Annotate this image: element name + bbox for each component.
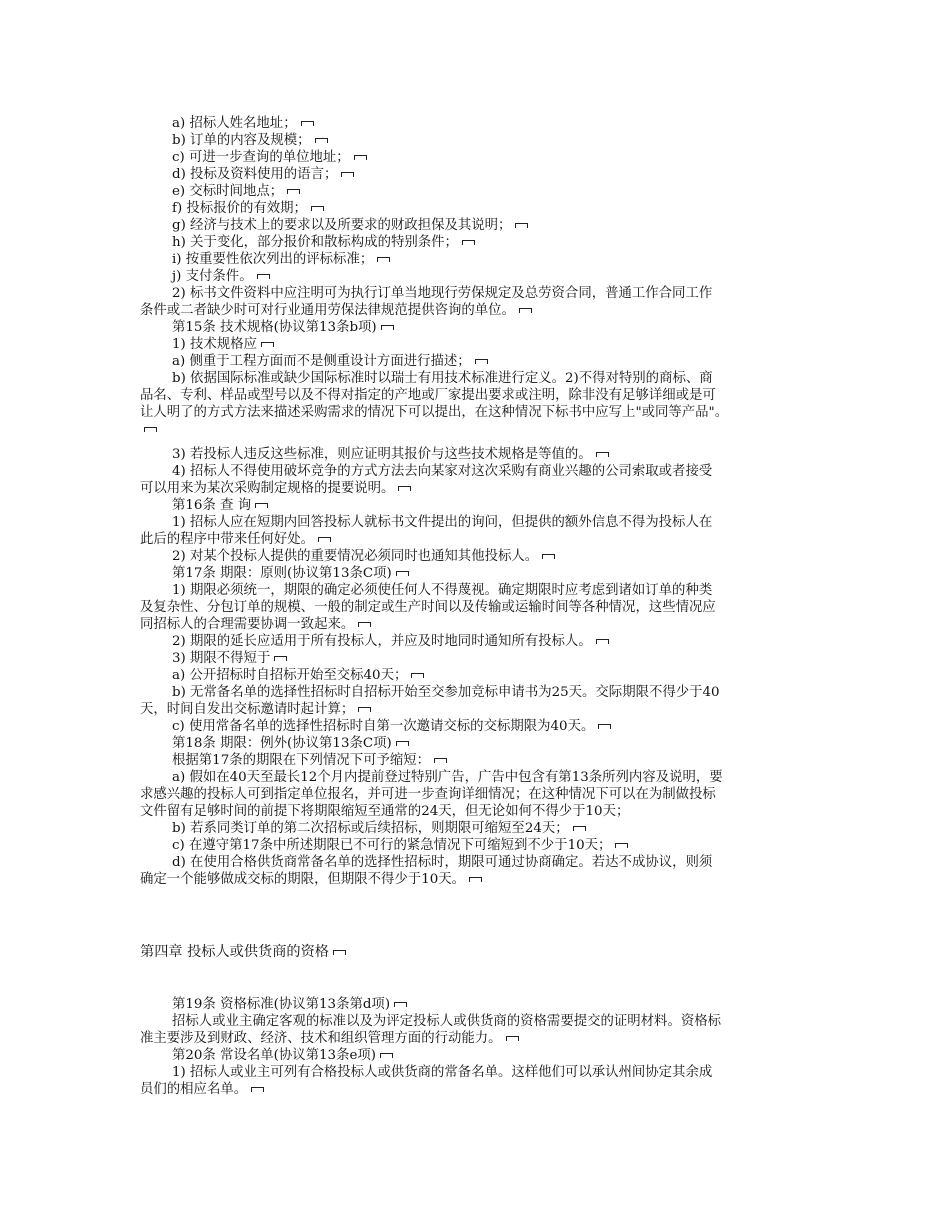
line-text: 第15条 技术规格(协议第13条b项) [172, 320, 377, 335]
text-line [172, 353, 822, 370]
text-line [172, 565, 822, 582]
line-text: 第四章 投标人或供货商的资格 [140, 944, 329, 960]
paragraph-mark-icon [515, 223, 528, 228]
text-line [172, 234, 822, 251]
paragraph-mark-icon [506, 1036, 519, 1041]
text-line [172, 370, 822, 387]
text-line [140, 531, 820, 548]
line-text: 根据第17条的期限在下列情况下可予缩短： [172, 753, 431, 768]
text-line [172, 132, 822, 149]
paragraph-mark-icon [144, 427, 157, 432]
paragraph-mark-icon [341, 172, 354, 177]
paragraph-mark-icon [475, 359, 488, 364]
text-line [172, 251, 822, 268]
chapter-heading [140, 944, 820, 961]
paragraph-mark-icon [377, 257, 390, 262]
paragraph-mark-icon [462, 240, 475, 245]
text-line [172, 752, 822, 769]
text-line [172, 854, 822, 871]
line-text: 此后的程序中带来任何好处。 [140, 532, 315, 547]
paragraph-mark-icon [358, 707, 371, 712]
line-text: 第20条 常设名单(协议第13条e项) [172, 1048, 377, 1063]
line-text: 同招标人的合理需要协调一致起来。 [140, 617, 355, 632]
text-line [172, 996, 822, 1013]
text-line [172, 497, 822, 514]
text-line [172, 769, 822, 786]
line-text: b) 订单的内容及规模； [172, 133, 311, 148]
line-text: 求感兴趣的投标人可到指定单位报名，并可进一步查询详细情况；在这种情况下可以在为制做投标 [140, 787, 716, 802]
paragraph-mark-icon [315, 138, 328, 143]
text-line [172, 319, 822, 336]
line-text: a) 招标人姓名地址； [172, 116, 297, 131]
text-line [172, 684, 822, 701]
line-text: 可以用来为某次采购制定规格的提要说明。 [140, 481, 395, 496]
paragraph-mark-icon [318, 537, 331, 542]
text-line [172, 1047, 822, 1064]
paragraph-mark-icon [396, 571, 409, 576]
text-line [172, 548, 822, 565]
text-line [140, 302, 820, 319]
line-text: 天，时间自发出交标邀请时起计算； [140, 702, 355, 717]
line-text: 2) 对某个投标人提供的重要情况必须同时也通知其他投标人。 [172, 549, 539, 564]
line-text: 员们的相应名单。 [140, 1082, 248, 1097]
line-text: 2) 期限的延长应适用于所有投标人，并应及时地同时通知所有投标人。 [172, 634, 592, 649]
paragraph-mark-icon [519, 308, 532, 313]
line-text: d) 投标及资料使用的语言； [172, 167, 338, 182]
line-text: c) 使用常备名单的选择性招标时自第一次邀请交标的交标期限为40天。 [172, 719, 595, 734]
text-line [172, 633, 822, 650]
paragraph-mark-icon [396, 741, 409, 746]
line-text: e) 交标时间地点； [172, 184, 284, 199]
paragraph-mark-icon [261, 342, 274, 347]
paragraph-mark-icon [358, 622, 371, 627]
text-line [172, 285, 822, 302]
line-text: i) 按重要性依次列出的评标标准； [172, 252, 374, 267]
line-text: 第17条 期限：原则(协议第13条C项) [172, 566, 392, 581]
text-line [172, 446, 822, 463]
paragraph-mark-icon [257, 274, 270, 279]
text-line [140, 599, 820, 616]
paragraph-mark-icon [542, 554, 555, 559]
paragraph-mark-icon [354, 155, 367, 160]
paragraph-mark-icon [615, 843, 628, 848]
text-line [140, 1081, 820, 1098]
text-line [172, 336, 822, 353]
line-text: c) 在遵守第17条中所述期限已不可行的紧急情况下可缩短到不少于10天； [172, 838, 612, 853]
paragraph-mark-icon [301, 121, 314, 126]
line-text: 条件或二者缺少时可对行业通用劳保法律规范提供咨询的单位。 [140, 303, 515, 318]
text-line [172, 514, 822, 531]
paragraph-mark-icon [380, 1053, 393, 1058]
line-text: 品名、专利、样品或型号以及不得对指定的产地或厂家提出要求或注明，除非没有足够详细或是可 [140, 388, 716, 403]
text-line [172, 820, 822, 837]
paragraph-mark-icon [398, 486, 411, 491]
line-text: 让人明了的方式方法来描述采购需求的情况下可以提出，在这种情况下标书中应写上"或同等产品"。 [140, 405, 729, 420]
text-line [140, 701, 820, 718]
line-text: 招标人或业主确定客观的标准以及为评定投标人或供货商的资格需要提交的证明材料。资格标 [172, 1014, 722, 1029]
text-line [140, 1030, 820, 1047]
paragraph-mark-icon [255, 503, 268, 508]
paragraph-mark-icon [596, 452, 609, 457]
line-text: 3) 若投标人违反这些标准，则应证明其报价与这些技术规格是等值的。 [172, 447, 592, 462]
text-line [172, 650, 822, 667]
text-line [172, 582, 822, 599]
line-text: 第16条 查 询 [172, 498, 252, 513]
paragraph-mark-icon [381, 325, 394, 330]
text-line [172, 718, 822, 735]
paragraph-mark-icon [251, 1087, 264, 1092]
text-line [172, 1064, 822, 1081]
line-text: a) 假如在40天至最长12个月内提前登过特别广告，广告中包含有第13条所列内容及说明，要 [172, 770, 723, 785]
paragraph-mark-icon [287, 189, 300, 194]
line-text: h) 关于变化，部分报价和散标构成的特别条件； [172, 235, 458, 250]
paragraph-mark-icon [434, 758, 447, 763]
paragraph-mark-icon [596, 639, 609, 644]
text-line [140, 404, 820, 421]
line-text: 准主要涉及到财政、经济、技术和组织管理方面的行动能力。 [140, 1031, 502, 1046]
text-line [172, 735, 822, 752]
line-text: 1) 技术规格应 [172, 337, 257, 352]
text-line [172, 115, 822, 132]
paragraph-mark-icon [573, 826, 586, 831]
line-text: 1) 招标人应在短期内回答投标人就标书文件提出的询问，但提供的额外信息不得为投标人在 [172, 515, 713, 530]
line-text: 2) 标书文件资料中应注明可为执行订单当地现行劳保规定及总劳资合同，普通工作合同工作 [172, 286, 713, 301]
text-line [140, 480, 820, 497]
line-text: a) 侧重于工程方面而不是侧重设计方面进行描述； [172, 354, 471, 369]
line-text: b) 若系同类订单的第二次招标或后续招标，则期限可缩短至24天； [172, 821, 569, 836]
line-text: 1) 期限必须统一，期限的确定必须使任何人不得蔑视。确定期限时应考虑到诸如订单的种类 [172, 583, 713, 598]
line-text: b) 无常备名单的选择性招标时自招标开始至交参加竞标申请书为25天。交际期限不得少于40 [172, 685, 720, 700]
text-line [140, 803, 820, 820]
line-text: c) 可进一步查询的单位地址； [172, 150, 350, 165]
text-line [172, 200, 822, 217]
line-text: 第19条 资格标准(协议第13条第d项) [172, 997, 391, 1012]
line-text: g) 经济与技术上的要求以及所要求的财政担保及其说明； [172, 218, 512, 233]
line-text: a) 公开招标时自招标开始至交标40天； [172, 668, 408, 683]
paragraph-mark-icon [311, 206, 324, 211]
text-line [172, 166, 822, 183]
text-line [172, 837, 822, 854]
text-line [140, 616, 820, 633]
line-text: j) 支付条件。 [172, 269, 253, 284]
paragraph-mark-icon [274, 656, 287, 661]
line-text: 确定一个能够做成交标的期限，但期限不得少于10天。 [140, 872, 466, 887]
text-line [172, 149, 822, 166]
line-text: 4) 招标人不得使用破坏竞争的方式方法去向某家对这次采购有商业兴趣的公司索取或者接受 [172, 464, 713, 479]
text-line [140, 871, 820, 888]
paragraph-mark-icon [394, 1002, 407, 1007]
text-line [140, 786, 820, 803]
line-text: 文件留有足够时间的前提下将期限缩短至通常的24天，但无论如何不得少于10天； [140, 804, 630, 819]
line-text: 3) 期限不得短于 [172, 651, 271, 666]
line-text: b) 依据国际标准或缺少国际标准时以瑞士有用技术标准进行定义。2)不得对特别的商标、商 [172, 371, 713, 386]
paragraph-mark-icon [598, 724, 611, 729]
text-line [172, 217, 822, 234]
line-text: 及复杂性、分包订单的规模、一般的制定或生产时间以及传输或运输时间等各种情况，这些情况应 [140, 600, 716, 615]
text-line [140, 421, 820, 438]
line-text: 1) 招标人或业主可列有合格投标人或供货商的常备名单。这样他们可以承认州间协定其余成 [172, 1065, 713, 1080]
text-line [172, 183, 822, 200]
text-line [172, 268, 822, 285]
paragraph-mark-icon [469, 877, 482, 882]
text-line [140, 387, 820, 404]
text-line [172, 1013, 822, 1030]
line-text: 第18条 期限：例外(协议第13条C项) [172, 736, 392, 751]
paragraph-mark-icon [411, 673, 424, 678]
text-line [172, 463, 822, 480]
paragraph-mark-icon [333, 950, 346, 955]
text-line [172, 667, 822, 684]
line-text: d) 在使用合格供货商常备名单的选择性招标时，期限可通过协商确定。若达不成协议，则须 [172, 855, 713, 870]
line-text: f) 投标报价的有效期； [172, 201, 307, 216]
